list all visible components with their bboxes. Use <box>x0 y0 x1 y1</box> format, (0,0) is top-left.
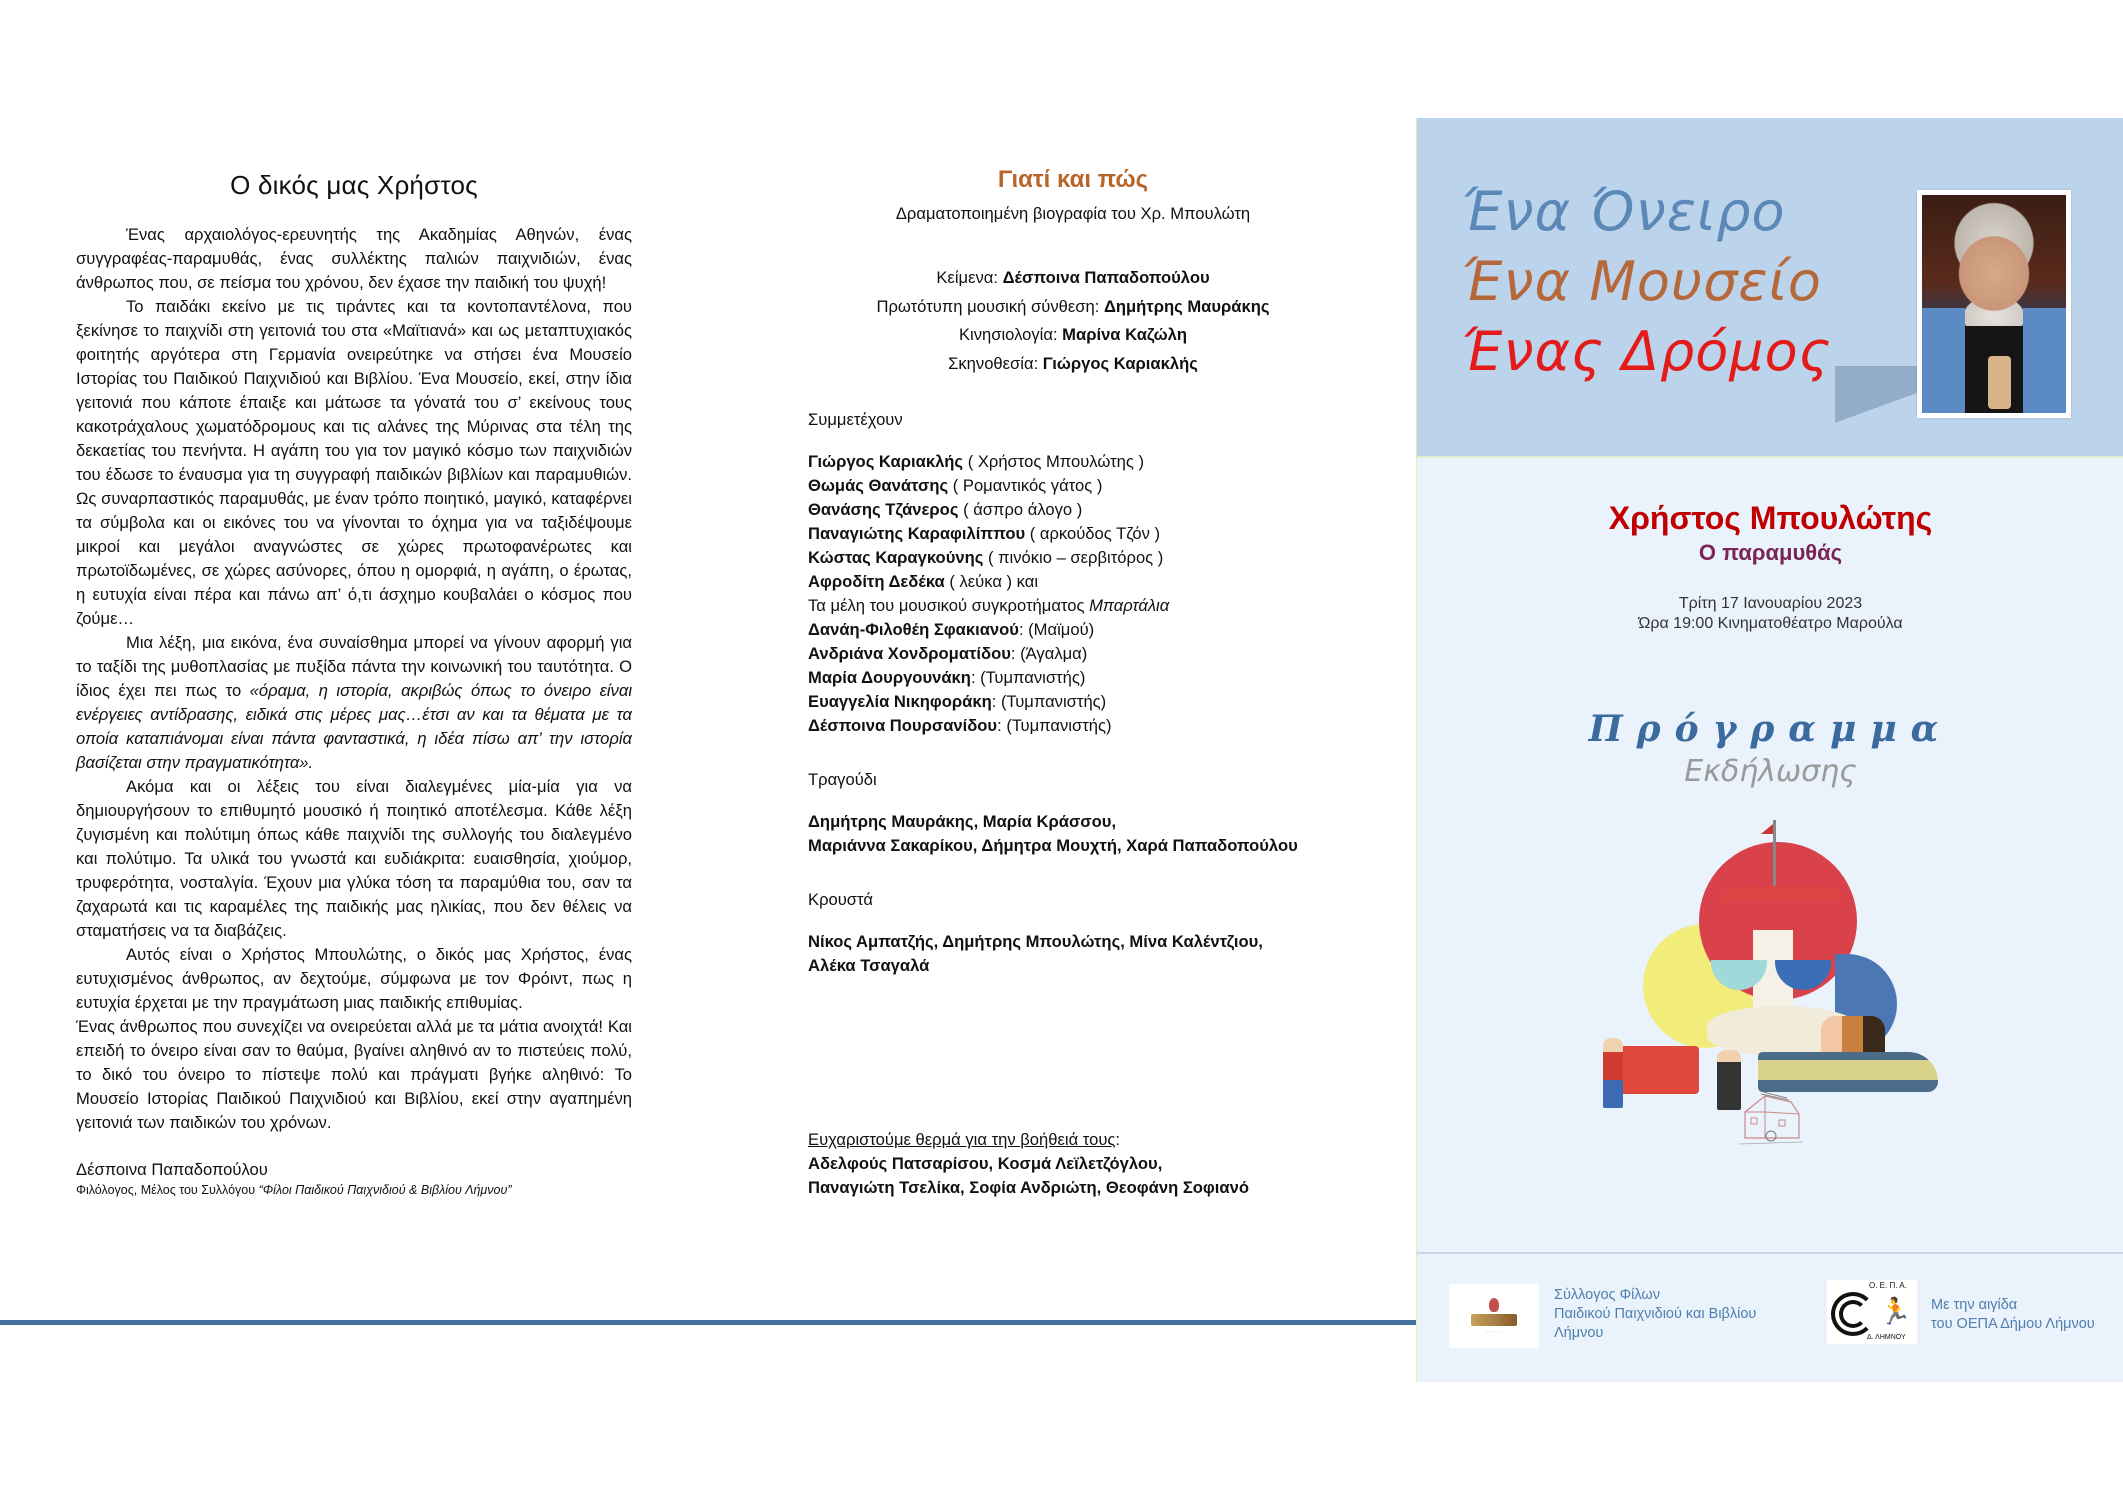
cast-item <box>808 570 1338 594</box>
role-org: “Φίλοι Παιδικού Παιχνιδιού & Βιβλίου Λήμνου” <box>258 1183 512 1197</box>
band-member-role: : (Άγαλμα) <box>1010 644 1088 663</box>
credit-line <box>808 350 1338 379</box>
logo-fineprint: · · · · · · · · <box>1484 1329 1504 1334</box>
program-column <box>808 166 1338 1197</box>
friends-society-name <box>1554 1286 1756 1343</box>
cast-role: ( πινόκιο – σερβιτόρος ) <box>983 548 1164 567</box>
article-paragraph <box>76 223 632 295</box>
paragraph-text: Το παιδάκι εκείνο με τις τιράντες και τα κοντοπαντέλονα, που ξεκίνησε το παιχνίδι στη γειτονιά του στα «Μαϊτιανά» και ως μεταπτυχιακός φοιτητής αργότερα στη Γερμανία ονειρεύτηκε να στήσει ένα Μουσείο Ιστορίας του Παιδικού Παιχνιδιού και Βιβλίου. Ένα Μουσείο, εκεί, στην ίδια γειτονιά που κάποτε έπαιξε και μάτωσε τα γόνατά του σ’ εκείνους τους κακοτράχαλους χωματόδρομους και τις αλάνες της Μύρινας στα τέλη της δεκαετίας του πενήντα. Η αγάπη του για τον μαγικό κόσμο των παιχνιδιών του έδωσε το έναυσμα για τη συγγραφή παιδικών βιβλίων και παραμυθιών. Ως συναρπαστικός παραμυθάς, με έναν τρόπο ποιητικό, μαγικό, καταφέρνει τα σύμβολα και οι εικόνες του να γίνονται το όχημα για να ταξιδέψουμε μικροί και μεγάλοι αναγνώστες σε χώρες πρωτοφανέρωτες και πρωτοϊδωμένες, σε χώρες ασύνορες, όπου η ομορφιά, η αγάπη, ο έρωτας, η ευτυχία είναι πέρα και πάνω απ’ ό,τι άσχημο κουβαλάει ο κόσμος που ζούμε… <box>76 297 632 628</box>
song-label: Τραγούδι <box>808 770 877 789</box>
carousel-canopy <box>1721 886 1841 902</box>
band-member <box>808 618 1338 642</box>
dolls-figures <box>1821 1016 1885 1056</box>
flag-icon <box>1761 824 1773 834</box>
cast-role: ( λεύκα ) και <box>944 572 1039 591</box>
org-line: Σύλλογος Φίλων <box>1554 1287 1660 1303</box>
flame-icon <box>1489 1298 1499 1312</box>
paragraph-text: Μια λέξη, μια εικόνα, ένα συναίσθημα μπορεί να γίνουν αφορμή για το ταξίδι της μυθοπλασίας με πυξίδα πάντα την κοινωνική του ταυτότητα. Ο ίδιος έχει πει πως το <box>76 633 632 700</box>
cast-name: Αφροδίτη Δεδέκα <box>808 572 945 591</box>
program-subtitle: Δραματοποιημένη βιογραφία του Χρ. Μπουλώτη <box>895 204 1251 223</box>
paragraph-text: Ένας αρχαιολόγος-ερευνητής της Ακαδημίας Αθηνών, ένας συγγραφέας-παραμυθάς, ένας συλλέκτης παλιών παιχνιδιών, ένας άνθρωπος που, σε πείσμα του χρόνου, δεν έχασε την παιδική του ψυχή! <box>76 225 632 292</box>
org-line: Λήμνου <box>1554 1325 1604 1341</box>
cast-item <box>808 450 1338 474</box>
event-time-place: Ώρα 19:00 Κινηματοθέατρο Μαρούλα <box>1638 615 1903 632</box>
article-paragraph <box>76 1015 632 1135</box>
cast-role: ( αρκούδος Τζόν ) <box>1025 524 1161 543</box>
article-title: Ο δικός μας Χρήστος <box>230 170 478 200</box>
band-name: Μπαρτάλια <box>1089 596 1170 615</box>
band-member-name: Ανδριάνα Χονδροματίδου <box>808 644 1011 663</box>
band-member-name: Μαρία Δουργουνάκη <box>808 668 971 687</box>
paragraph-text: Αυτός είναι ο Χρήστος Μπουλώτης, ο δικός μας Χρήστος, ένας ευτυχισμένος άνθρωπος, αν δεχτούμε, σύμφωνα με τον Φρόιντ, πως η ευτυχία έρχεται με την πραγμάτωση μιας παιδικής επιθυμίας. <box>76 945 632 1012</box>
paragraph-text: Ένας άνθρωπος που συνεχίζει να ονειρεύεται αλλά με τα μάτια ανοιχτά! Και επειδή το όνειρο είναι σαν το θαύμα, βγαίνει αληθινό αν το πιστεύεις πολύ, το δικό του όνειρο το πίστεψε πολύ και πράγματι βγήκε αληθινό: Το Μουσείο Ιστορίας Παιδικού Παιχνιδιού και Βιβλίου, εκεί στην αγαπημένη γειτονιά των παιδικών του χρόνων. <box>76 1017 632 1132</box>
band-member-role: : (Τυμπανιστής) <box>991 692 1107 711</box>
toy-porter <box>1603 1038 1623 1108</box>
cast-role: ( Ρομαντικός γάτος ) <box>948 476 1103 495</box>
oepa-patronage <box>1931 1296 2095 1334</box>
org-line: Με την αιγίδα <box>1931 1297 2018 1313</box>
thanks-line: Παναγιώτη Τσελίκα, Σοφία Ανδριώτη, Θεοφάνη Σοφιανό <box>808 1178 1249 1197</box>
band-intro-text: Τα μέλη του μουσικού συγκροτήματος <box>808 596 1090 615</box>
credit-label: Κινησιολογία: <box>958 325 1063 344</box>
slogan-museum: Ένα Μουσείο <box>1461 250 1822 313</box>
slogan-dream: Ένα Όνειρο <box>1461 180 1786 243</box>
band-member-name: Ευαγγελία Νικηφοράκη <box>808 692 992 711</box>
cover-panel <box>1416 118 2123 1382</box>
honoree-name: Χρήστος Μπουλώτης <box>1608 500 1933 536</box>
thanks-heading <box>808 1128 1368 1152</box>
author-name: Δέσποινα Παπαδοπούλου <box>76 1160 268 1179</box>
oepa-logo <box>1827 1280 1917 1344</box>
percussion-line: Αλέκα Τσαγαλά <box>808 956 930 975</box>
band-member-name: Δανάη-Φιλοθέη Σφακιανού <box>808 620 1019 639</box>
shirt-shape <box>1922 308 1965 413</box>
credit-label: Πρωτότυπη μουσική σύνθεση: <box>876 296 1104 316</box>
cast-name: Κώστας Καραγκούνης <box>808 548 984 567</box>
cover-header <box>1417 118 2123 458</box>
cast-name: Παναγιώτης Καραφιλίππου <box>808 524 1026 543</box>
paragraph-text: Ακόμα και οι λέξεις του είναι διαλεγμένες μία-μία για να δημιουργήσουν το επιθυμητό μουσικό ή ποιητικό αποτέλεσμα. Κάθε λέξη ζυγισμένη και πολύτιμη όπως κάθε παιχνίδι της συλλογής του διαλεγμένο και πολύτιμο. Τα υλικά του γνωστά και ευδιάκριτα: ευαισθησία, χιούμορ, τρυφερότητα, νοσταλγία. Έχουν μια γλύκα τόση τα παραμύθια του, σαν τα ζαχαρωτά και τις καραμέλες της παιδικής μας ηλικίας, που δεν θέλεις να σταματήσεις να τα διαβάζεις. <box>76 777 632 940</box>
org-line: του ΟΕΠΑ Δήμου Λήμνου <box>1931 1316 2095 1332</box>
toy-train <box>1758 1052 1938 1092</box>
cast-label: Συμμετέχουν <box>808 410 903 429</box>
org-line: Παιδικού Παιχνιδιού και Βιβλίου <box>1554 1306 1757 1322</box>
cast-name: Γιώργος Καριακλής <box>808 452 964 471</box>
quote-text: «όραμα, η ιστορία, ακριβώς όπως το όνειρο είναι ενέργειες αντίδρασης, ειδικά στις μέρες μας…έτσι αν και τα θέματα με τα οποία καταπιάνομαι είναι πάντα φανταστικά, η ιδέα πίσω απ’ την ιστορία βασίζεται στην πραγματικότητα». <box>76 681 633 772</box>
article-paragraph <box>76 295 632 631</box>
cast-item <box>808 522 1338 546</box>
band-member-name: Δέσποινα Πουρσανίδου <box>808 716 998 735</box>
credit-label: Κείμενα: <box>936 268 1003 287</box>
portrait-image <box>1922 195 2066 413</box>
museum-house-icon <box>1735 1088 1807 1148</box>
toys-illustration <box>1603 820 1943 1120</box>
band-member-role: : (Μαϊμού) <box>1018 620 1095 639</box>
percussion-line: Νίκος Αμπατζής, Δημήτρης Μπουλώτης, Μίνα Καλέντζιου, <box>808 932 1263 951</box>
band-member <box>808 690 1338 714</box>
runners-icon: 🏃 <box>1879 1296 1912 1326</box>
cast-name: Θανάσης Τζάνερος <box>808 500 959 519</box>
percussion-performers <box>808 930 1338 978</box>
thanks-label: Ευχαριστούμε θερμά για την βοήθειά τους <box>808 1130 1116 1149</box>
cast-item <box>808 474 1338 498</box>
song-performers <box>808 810 1338 858</box>
carousel-pole <box>1773 820 1776 890</box>
credit-line <box>808 321 1338 350</box>
flute-shape <box>1988 356 2011 408</box>
band-member <box>808 714 1338 738</box>
cast-name: Θωμάς Θανάτσης <box>808 476 949 495</box>
credit-line <box>808 293 1338 322</box>
cast-item <box>808 498 1338 522</box>
footer-divider <box>1417 1252 2123 1254</box>
program-subtitle-cover: Εκδήλωσης <box>1684 754 1857 789</box>
band-member-role: : (Τυμπανιστής) <box>970 668 1086 687</box>
role-prefix: Φιλόλογος, Μέλος του Συλλόγου <box>76 1183 259 1197</box>
author-role <box>76 1181 632 1199</box>
credit-name: Δημήτρης Μαυράκης <box>1103 296 1270 316</box>
percussion-label: Κρουστά <box>808 890 873 909</box>
credit-name: Μαρίνα Καζώλη <box>1062 325 1188 344</box>
thanks-colon: : <box>1115 1130 1121 1149</box>
band-member <box>808 666 1338 690</box>
cast-role: ( άσπρο άλογο ) <box>958 500 1083 519</box>
friends-society-logo <box>1449 1284 1539 1348</box>
book-icon <box>1471 1314 1517 1326</box>
band-member <box>808 642 1338 666</box>
credit-line <box>808 264 1338 293</box>
program-title: Πρόγραμμα <box>1588 708 1953 750</box>
divider-rule <box>0 1320 1416 1325</box>
honoree-role: Ο παραμυθάς <box>1698 540 1843 565</box>
logo-label-top: Ο. Ε. Π. Α. <box>1869 1281 1907 1290</box>
program-heading: Γιατί και πώς <box>997 166 1149 193</box>
song-line: Μαριάννα Σακαρίκου, Δήμητρα Μουχτή, Χαρά Παπαδοπούλου <box>808 836 1298 855</box>
article-paragraph <box>76 631 632 775</box>
portrait-photo <box>1917 190 2071 418</box>
credit-name: Γιώργος Καριακλής <box>1042 353 1198 373</box>
cast-role: ( Χρήστος Μπουλώτης ) <box>963 452 1144 471</box>
credit-name: Δέσποινα Παπαδοπούλου <box>1002 268 1210 287</box>
acknowledgements <box>808 1128 1368 1200</box>
credit-label: Σκηνοθεσία: <box>948 353 1043 373</box>
event-date: Τρίτη 17 Ιανουαρίου 2023 <box>1678 595 1863 612</box>
band-member-role: : (Τυμπανιστής) <box>997 716 1112 735</box>
article-column <box>76 170 632 1199</box>
band-intro <box>808 594 1338 618</box>
arcs-icon <box>1839 1300 1867 1328</box>
song-line: Δημήτρης Μαυράκης, Μαρία Κράσσου, <box>808 812 1117 831</box>
event-datetime <box>1417 594 2123 634</box>
logo-label-bottom: Δ. ΛΗΜΝΟΥ <box>1867 1334 1906 1341</box>
shirt-shape <box>2023 308 2066 413</box>
article-paragraph <box>76 775 632 943</box>
cast-item <box>808 546 1338 570</box>
thanks-line: Αδελφούς Πατσαρίσου, Κοσμά Λεϊλετζόγλου, <box>808 1154 1163 1173</box>
article-paragraph <box>76 943 632 1015</box>
slogan-road: Ένας Δρόμος <box>1461 320 1832 383</box>
